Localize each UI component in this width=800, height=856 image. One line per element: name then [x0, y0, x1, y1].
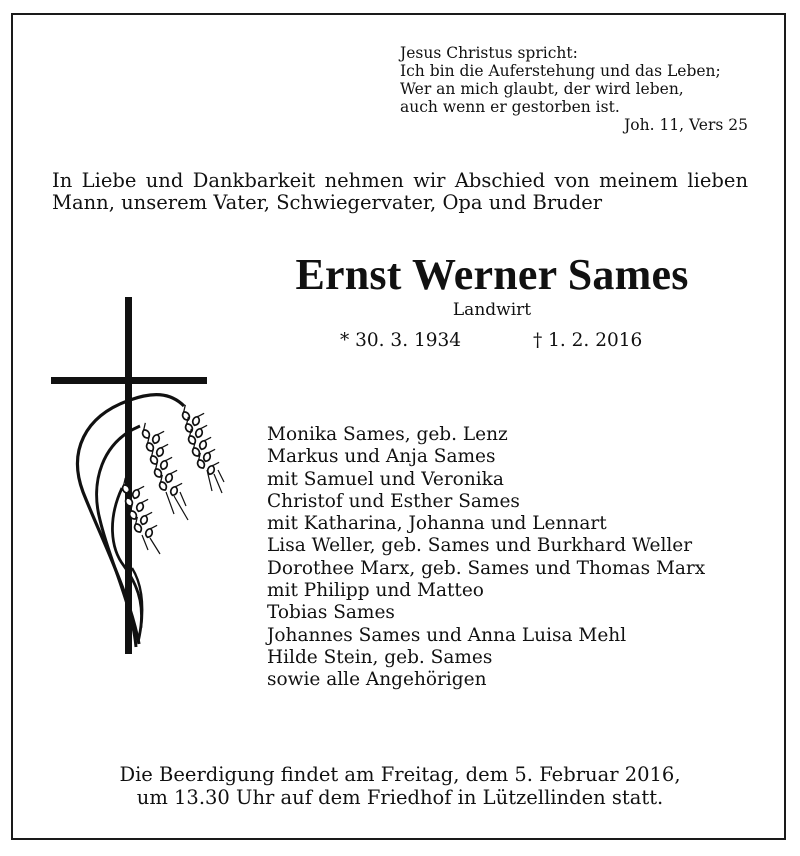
list-item: Johannes Sames und Anna Luisa Mehl — [267, 624, 627, 646]
funeral-notice — [60, 763, 740, 809]
verse-line: Jesus Christus spricht: — [400, 44, 578, 62]
list-item: mit Philipp und Matteo — [267, 580, 484, 602]
list-item: Christof und Esther Sames — [267, 490, 520, 512]
death-date: † 1. 2. 2016 — [533, 330, 643, 351]
verse-reference: Joh. 11, Vers 25 — [624, 116, 748, 134]
list-item: Lisa Weller, geb. Sames und Burkhard Weller — [267, 535, 693, 557]
deceased-name: Ernst Werner Sames — [295, 250, 689, 299]
list-item: Hilde Stein, geb. Sames — [267, 646, 493, 668]
list-item: Monika Sames, geb. Lenz — [267, 424, 508, 445]
mourners-list — [267, 424, 705, 692]
list-item: mit Samuel und Veronika — [267, 468, 504, 490]
birth-date: * 30. 3. 1934 — [340, 330, 462, 351]
verse-line: Ich bin die Auferstehung und das Leben; — [400, 62, 721, 80]
verse-line: auch wenn er gestorben ist. — [400, 98, 620, 116]
list-item: Markus und Anja Sames — [267, 446, 496, 468]
funeral-line: Die Beerdigung findet am Freitag, dem 5. Februar 2016, — [119, 763, 681, 786]
intro-text: In Liebe und Dankbarkeit nehmen wir Abschied von meinem lieben Mann, unserem Vater, Schwiegervater, Opa und Bruder — [52, 169, 748, 214]
verse-line: Wer an mich glaubt, der wird leben, — [400, 80, 684, 98]
list-item: mit Katharina, Johanna und Lennart — [267, 513, 607, 535]
funeral-line: um 13.30 Uhr auf dem Friedhof in Lützellinden statt. — [136, 786, 664, 809]
list-item: sowie alle Angehörigen — [267, 669, 487, 691]
bible-verse — [400, 44, 750, 134]
list-item: Dorothee Marx, geb. Sames und Thomas Marx — [267, 557, 706, 579]
deceased-occupation: Landwirt — [452, 300, 532, 320]
list-item: Tobias Sames — [267, 602, 395, 624]
cross-with-wheat-icon — [46, 292, 228, 658]
